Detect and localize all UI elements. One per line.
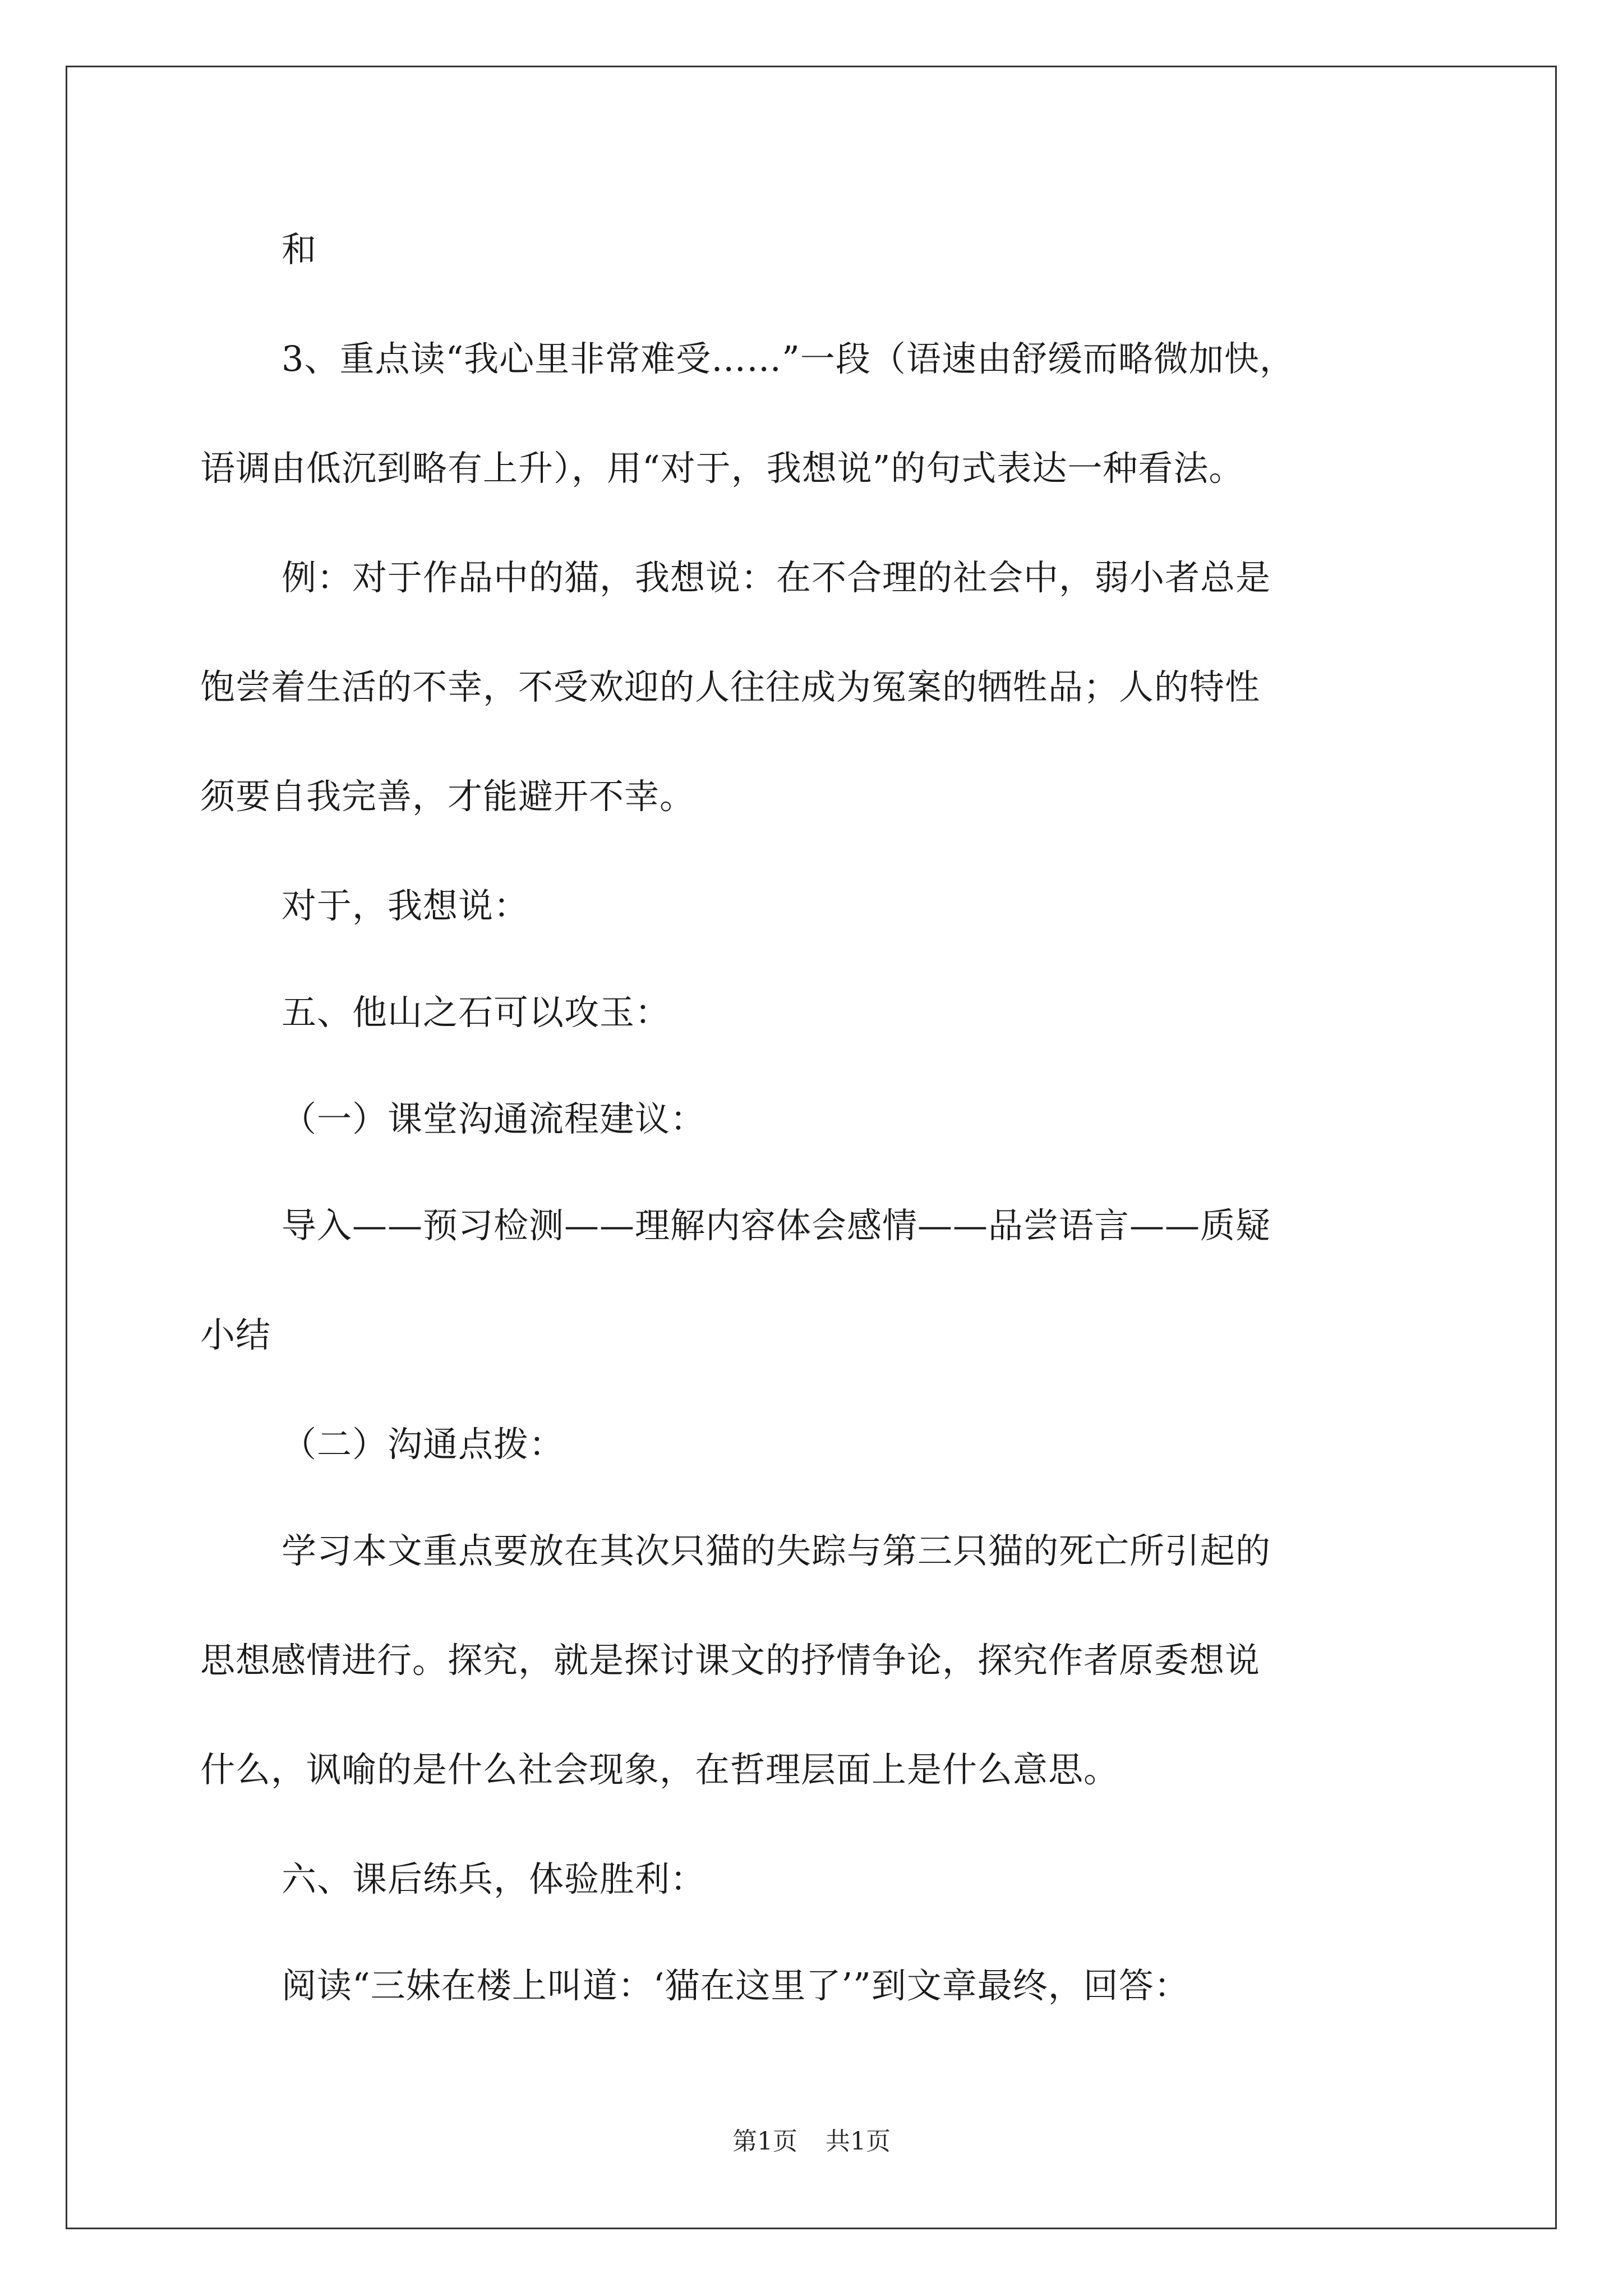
- paragraph-line: 对于，我想说：: [282, 885, 529, 926]
- section-heading: 六、课后练兵，体验胜利：: [282, 1858, 706, 1899]
- paragraph-line: 什么，讽喻的是什么社会现象，在哲理层面上是什么意思。: [200, 1749, 1119, 1790]
- paragraph-line: 思想感情进行。探究，就是探讨课文的抒情争论，探究作者原委想说: [200, 1640, 1261, 1681]
- page-footer: [0, 2126, 1623, 2157]
- paragraph-line: 例：对于作品中的猫，我想说：在不合理的社会中，弱小者总是: [282, 557, 1271, 598]
- paragraph-line: 语调由低沉到略有上升），用“对于，我想说”的句式表达一种看法。: [200, 448, 1244, 489]
- paragraph-line: 导入——预习检测——理解内容体会感情——品尝语言——质疑: [282, 1205, 1271, 1246]
- paragraph-line: 饱尝着生活的不幸，不受欢迎的人往往成为冤案的牺牲品；人的特性: [200, 666, 1261, 707]
- paragraph-line: 须要自我完善，才能避开不幸。: [200, 776, 695, 817]
- page-number: 第1页: [732, 2127, 797, 2156]
- page-total: 共1页: [826, 2127, 891, 2156]
- paragraph-line: 阅读“三妹在楼上叫道：‘猫在这里了’”到文章最终，回答：: [282, 1965, 1189, 2006]
- subsection-heading: （二）沟通点拨：: [282, 1424, 565, 1465]
- paragraph-line: 3、重点读“我心里非常难受……”一段（语速由舒缓而略微加快，: [282, 338, 1295, 379]
- paragraph-line: 学习本文重点要放在其次只猫的失踪与第三只猫的死亡所引起的: [282, 1530, 1271, 1571]
- page-border: [66, 66, 1557, 2229]
- paragraph-line: 和: [282, 229, 317, 270]
- subsection-heading: （一）课堂沟通流程建议：: [282, 1098, 706, 1139]
- paragraph-line: 小结: [200, 1314, 271, 1355]
- section-heading: 五、他山之石可以攻玉：: [282, 992, 671, 1033]
